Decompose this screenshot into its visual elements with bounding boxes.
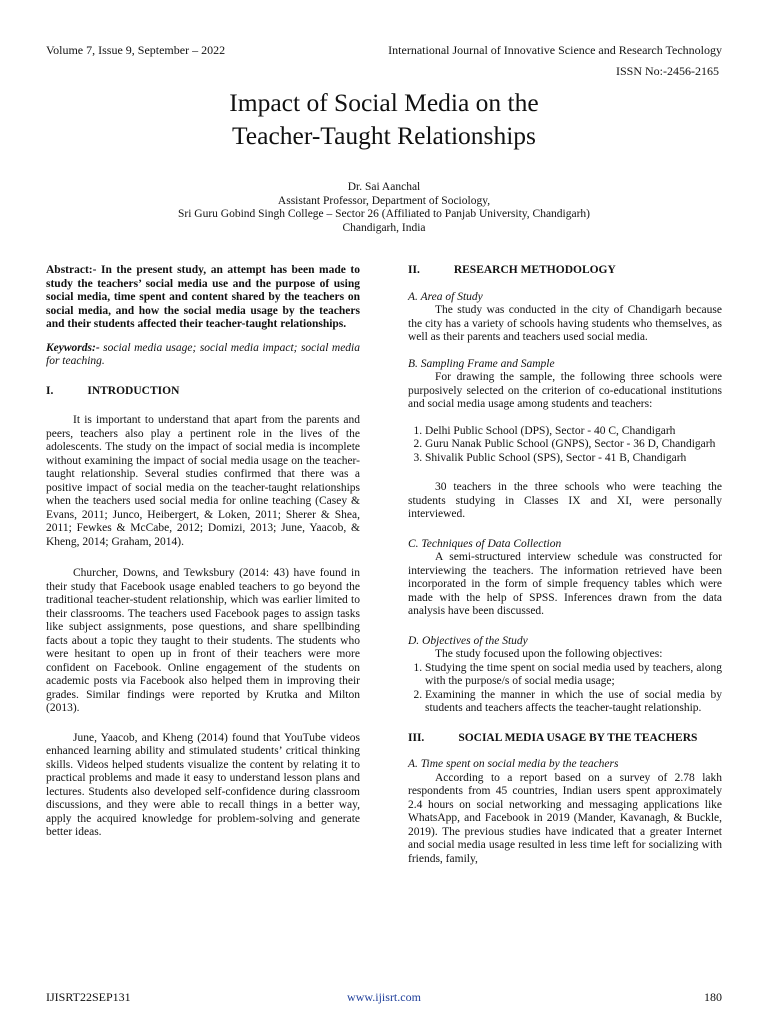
section-heading-usage xyxy=(408,732,722,746)
subsection-title: B. Sampling Frame and Sample xyxy=(408,357,555,370)
volume-info: Volume 7, Issue 9, September – 2022 xyxy=(46,43,226,57)
abstract: Abstract:- In the present study, an attempt has been made to study the teachers’ social media use and the purpose of using social media, time spent and content shared by the teachers on social media, and how the social media usage by the teachers and their students affected their teacher-taught relationships. xyxy=(46,264,360,330)
author-affiliation: Sri Guru Gobind Singh College – Sector 26 (Affiliated to Panjab University, Chandigarh) xyxy=(177,208,591,220)
list-item: 2. Examining the manner in which the use of social media by students and teachers affects the teacher-taught relationship. xyxy=(425,689,722,716)
paragraph: According to a report based on a survey of 2.78 lakh respondents from 45 countries, Indian users spent approximately 2.4 hours on social networking and messaging applications like WhatsApp, and Facebook in 2019 (Mander, Kavanagh, & Buckle, 2019). The previous studies have indicated that a greater Internet and social media usage resulted in less time left for socializing with friends, family, xyxy=(408,771,722,865)
list-item: 2. Guru Nanak Public School (GNPS), Sector - 36 D, Chandigarh xyxy=(425,438,722,452)
section-heading-introduction xyxy=(46,385,360,399)
author-position: Assistant Professor, Department of Sociology, xyxy=(277,194,491,207)
author-location: Chandigarh, India xyxy=(342,221,426,234)
author-name: Dr. Sai Aanchal xyxy=(347,181,421,193)
left-column xyxy=(46,264,360,840)
paragraph: It is important to understand that apart from the parents and peers, teachers also play a pertinent role in the lives of the adolescents. The study on the impact of social media is incomplete without examining the impact of social media usage on the teacher-taught relationship. Several studies confirmed that there was a positive impact of social media on the teacher-taught relationships when the teachers used social media for online teaching (Casey & Evans, 2011; Junco, Heibergert, & Loken, 2011; Sherer & Shea, 2011; Fewkes & McCabe, 2012; Domizi, 2013; June, Yaacob, & Kheng, 2014; Graham, 2014). xyxy=(46,414,360,548)
section-heading-methodology xyxy=(408,264,722,278)
paragraph: June, Yaacob, and Kheng (2014) found that YouTube videos enhanced learning ability and stimulated students’ critical thinking skills. Videos helped students visualize the content by relating it to practical problems and made it easy to understand lesson plans and lectures. Students also developed self-confidence during classroom discussions, and they were able to recall things in a better way, apply the acquired knowledge for problem-solving and generate better ideas. xyxy=(46,731,360,838)
subsection-title: A. Area of Study xyxy=(408,290,483,303)
page-number: 180 xyxy=(704,990,722,1004)
keywords-label: Keywords:- xyxy=(46,341,100,354)
keywords xyxy=(46,342,360,369)
title-line-1: Impact of Social Media on the xyxy=(229,88,539,117)
author-block xyxy=(0,181,768,235)
subsection-title: D. Objectives of the Study xyxy=(408,634,528,647)
paragraph: Churcher, Downs, and Tewksbury (2014: 43) have found in their study that Facebook usage enabled teachers to go beyond the traditional teacher-student relationship, which was earlier limited to their classrooms. The teachers used Facebook pages to assign tasks like subject assignments, pose questions, and share spellbinding facts about a topic they taught to their students. The students who were hesitant to open up in front of their teachers were more confident on Facebook. Online engagement of the students on academic posts via Facebook also helped them in improving their grades. Similar findings were reported by Krutka and Milton (2013). xyxy=(46,567,360,714)
paragraph: The study focused upon the following objectives: xyxy=(435,648,663,660)
list-item: 3. Shivalik Public School (SPS), Sector - 41 B, Chandigarh xyxy=(425,452,722,466)
list-item: 1. Studying the time spent on social media used by teachers, along with the purpose/s of social media usage; xyxy=(425,662,722,689)
keywords-text: social media usage; social media impact; social media for teaching. xyxy=(46,341,361,367)
journal-name: International Journal of Innovative Science and Research Technology xyxy=(388,43,722,57)
section-title: INTRODUCTION xyxy=(87,384,180,397)
objectives-list xyxy=(408,662,722,716)
subsection-title: C. Techniques of Data Collection xyxy=(408,537,562,550)
section-title: RESEARCH METHODOLOGY xyxy=(453,264,616,276)
page-title xyxy=(0,86,768,152)
paragraph: A semi-structured interview schedule was constructed for interviewing the teachers. The information retrieved have been incorporated in the form of simple frequency tables which were made with the help of SPSS. Inferences drawn from the data analysis have been discussed. xyxy=(408,551,722,617)
footer-website-link[interactable]: www.ijisrt.com xyxy=(347,990,421,1004)
section-number: I. xyxy=(46,384,54,397)
paragraph: The study was conducted in the city of Chandigarh because the city has a variety of schools having students who themselves, as well as their parents and teachers used social media. xyxy=(408,304,722,343)
title-line-2: Teacher-Taught Relationships xyxy=(232,121,536,150)
paragraph: For drawing the sample, the following three schools were purposively selected on the criterion of co-educational institutions and social media usage among students and teachers: xyxy=(408,371,722,410)
footer-paper-id: IJISRT22SEP131 xyxy=(46,990,131,1004)
section-number: III. xyxy=(408,731,425,744)
issn: ISSN No:-2456-2165 xyxy=(615,64,719,78)
list-item: 1. Delhi Public School (DPS), Sector - 40 C, Chandigarh xyxy=(425,425,722,439)
school-list xyxy=(408,425,722,466)
section-title: SOCIAL MEDIA USAGE BY THE TEACHERS xyxy=(458,731,698,744)
paragraph: 30 teachers in the three schools who were teaching the students studying in Classes IX and XI, were personally interviewed. xyxy=(408,481,722,520)
right-column xyxy=(408,264,722,866)
section-number: II. xyxy=(408,264,420,276)
subsection-title: A. Time spent on social media by the teachers xyxy=(408,758,619,770)
